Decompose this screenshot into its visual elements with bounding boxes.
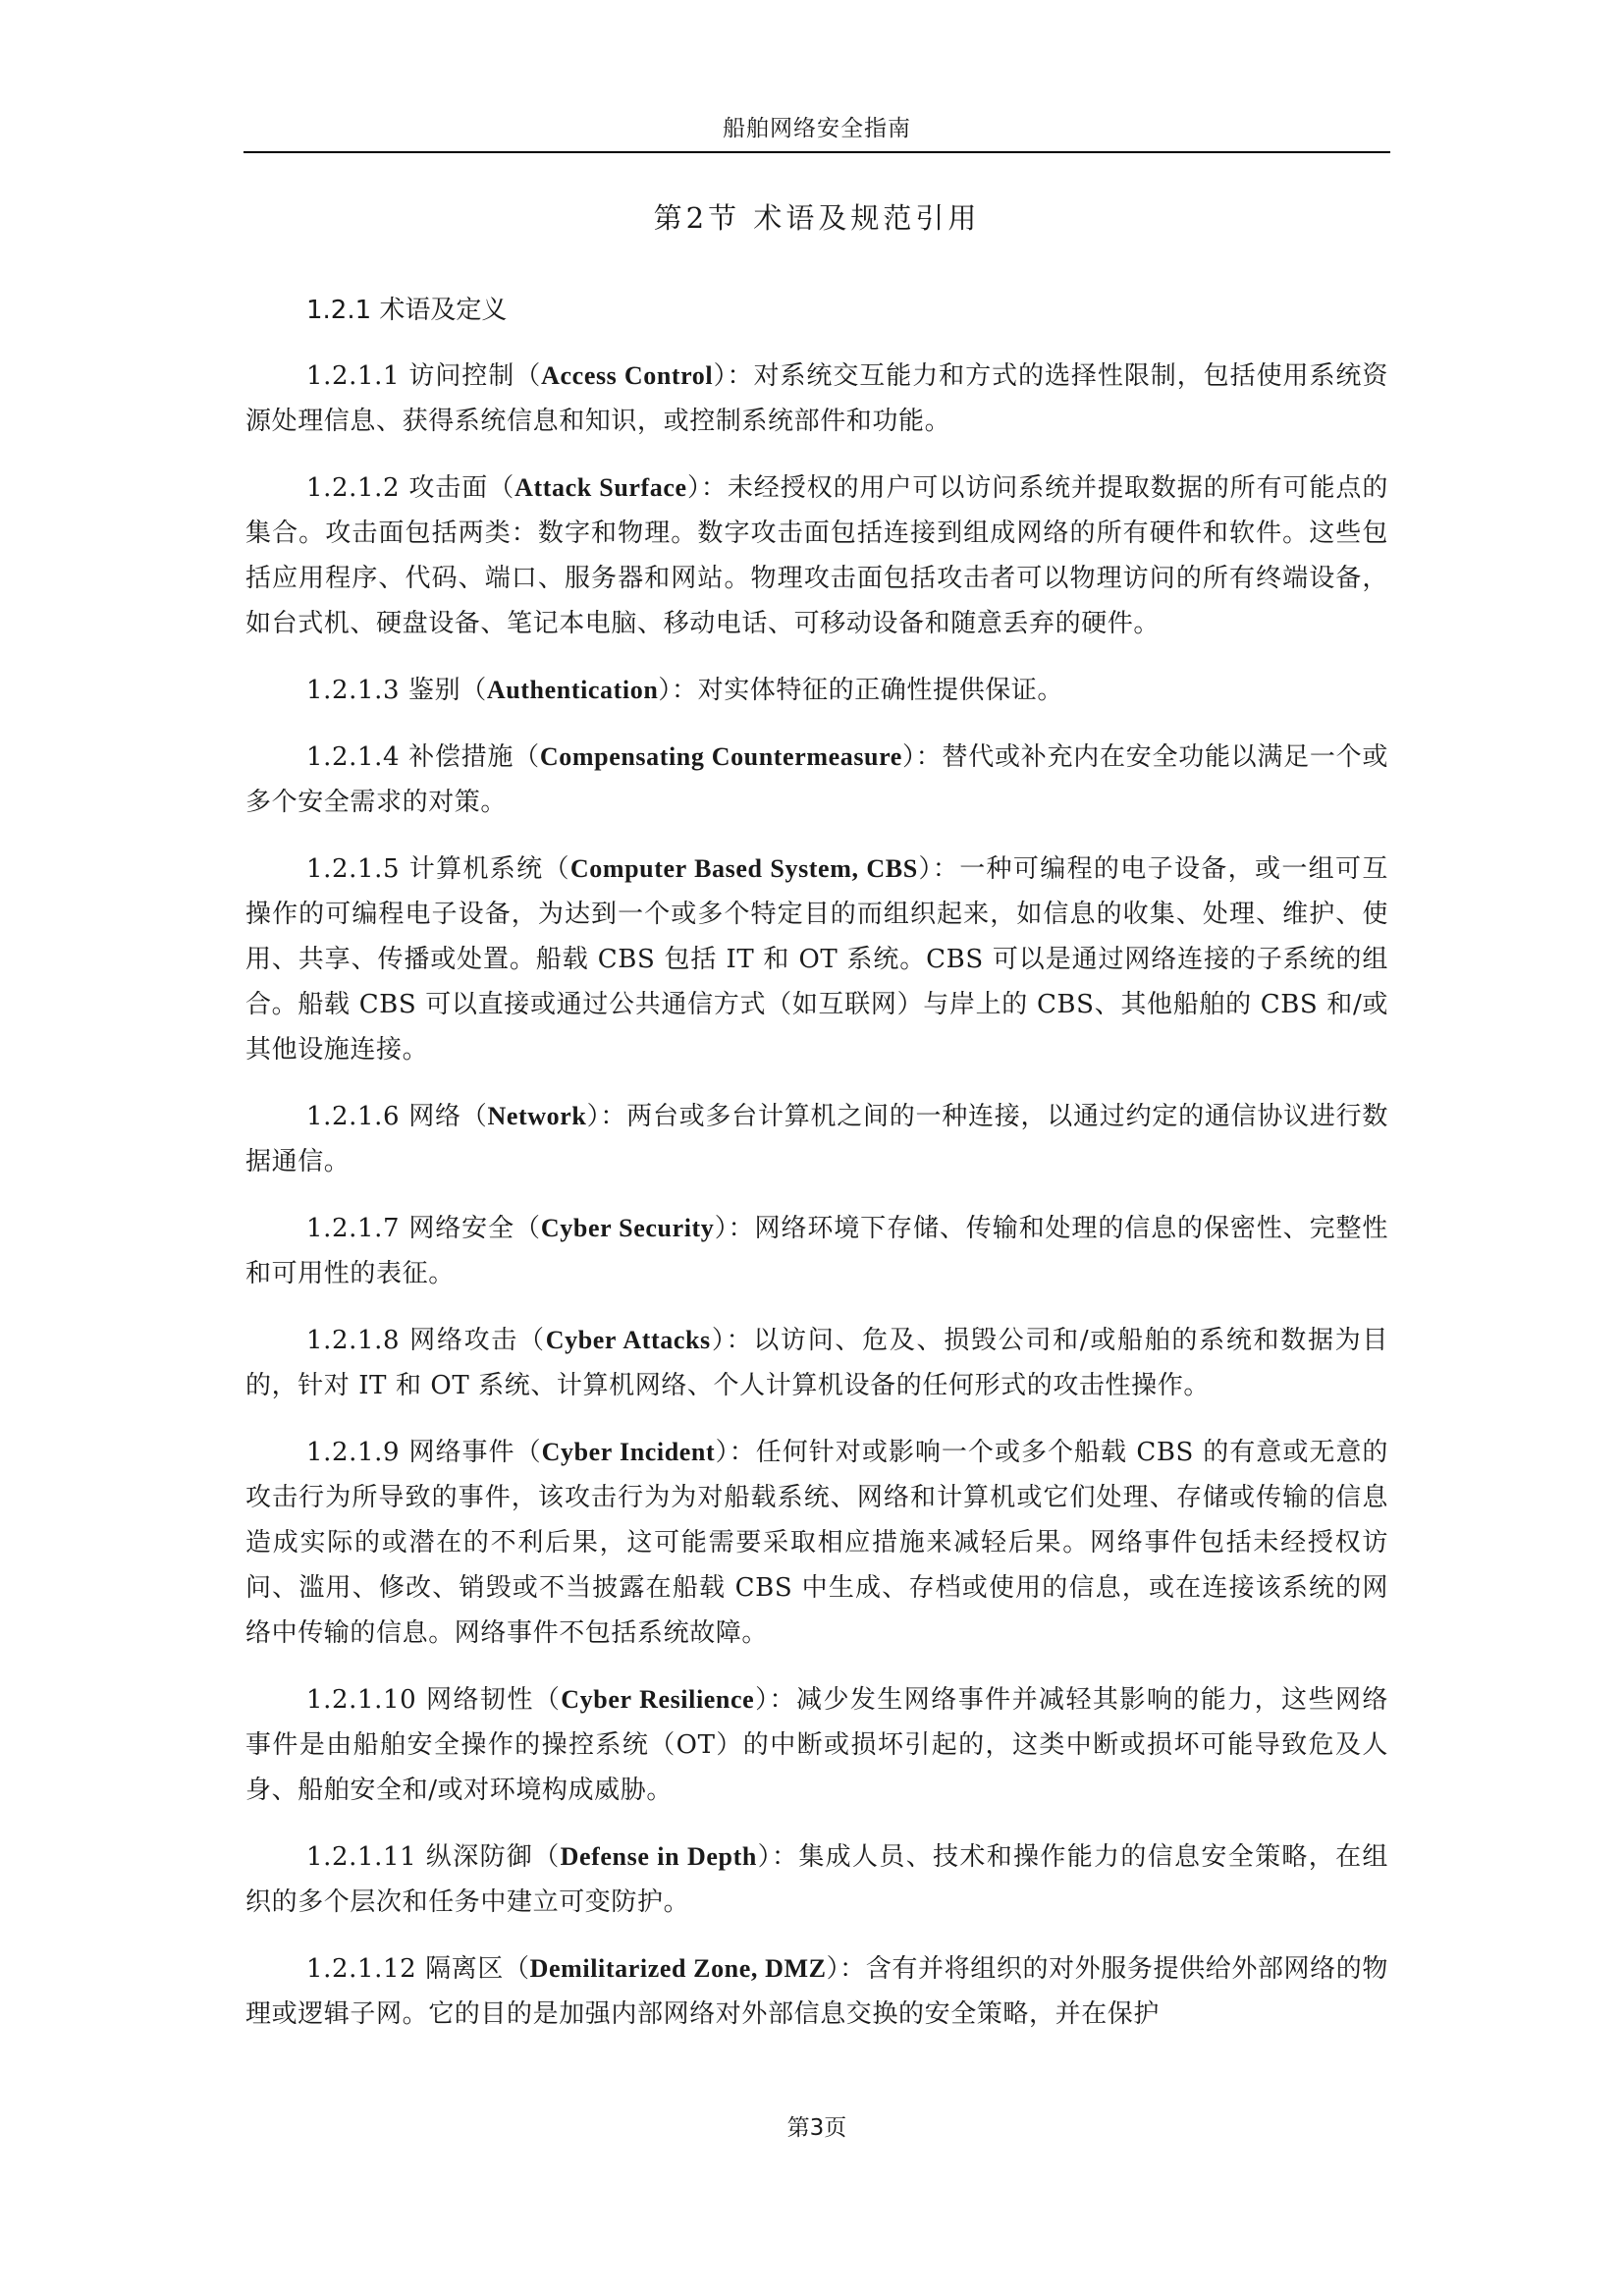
subsection-heading	[245, 285, 1388, 336]
definition-text: 集成人员、技术和操作能力的信息安全策略，在组织的多个层次和任务中建立可变防护。	[245, 1842, 1389, 1917]
definitions-list	[245, 354, 1388, 2037]
term-english: Cyber Security	[540, 1214, 715, 1242]
definition-number: 1.2.1.11	[306, 1842, 417, 1872]
definition-number: 1.2.1.9	[306, 1438, 401, 1467]
term-english: Cyber Resilience	[561, 1685, 755, 1714]
definition-text: 网络环境下存储、传输和处理的信息的保密性、完整性和可用性的表征。	[245, 1214, 1389, 1288]
definition-paragraph: 1.2.1.9 网络事件（Cyber Incident）：任何针对或影响一个或多个船载 CBS 的有意或无意的攻击行为所导致的事件，该攻击行为为对船载系统、网络和计算机或它们处理、存储或传输的信息造成实际的或潜在的不利后果，这可能需要采取相应措施来减轻后果。网络事件包括未经授权访问、滥用、修改、销毁或不当披露在船载 CBS 中生成、存档或使用的信息，或在连接该系统的网络中传输的信息。网络事件不包括系统故障。	[245, 1438, 1388, 1648]
definition-text: 含有并将组织的对外服务提供给外部网络的物理或逻辑子网。它的目的是加强内部网络对外部信息交换的安全策略，并在保护	[245, 1954, 1388, 2029]
term-chinese: 补偿措施	[408, 742, 514, 772]
term-chinese: 网络安全	[408, 1214, 514, 1243]
definition-number: 1.2.1.8	[306, 1326, 401, 1355]
term-chinese: 攻击面	[408, 473, 489, 503]
definition-number: 1.2.1.6	[306, 1102, 401, 1131]
definition-paragraph: 1.2.1.7 网络安全（Cyber Security）：网络环境下存储、传输和处理的信息的保密性、完整性和可用性的表征。	[245, 1214, 1389, 1288]
section-title: 第2节 术语及规范引用	[653, 201, 981, 235]
definition-text: 一种可编程的电子设备，或一组可互操作的可编程电子设备，为达到一个或多个特定目的而组织起来，如信息的收集、处理、维护、使用、共享、传播或处置。船载 CBS 包括 IT 和 OT 系统。CBS 可以是通过网络连接的子系统的组合。船载 CBS 可以直接或通过公共通信方式（如互联网）与岸上的 CBS、其他船舶的 CBS 和/或其他设施连接。	[245, 854, 1388, 1065]
definition-paragraph: 1.2.1.1 访问控制（Access Control）：对系统交互能力和方式的选择性限制，包括使用系统资源处理信息、获得系统信息和知识，或控制系统部件和功能。	[245, 361, 1388, 436]
definition-text: 以访问、危及、损毁公司和/或船舶的系统和数据为目的，针对 IT 和 OT 系统、计算机网络、个人计算机设备的任何形式的攻击性操作。	[245, 1326, 1388, 1400]
definition-text: 对实体特征的正确性提供保证。	[697, 676, 1063, 705]
term-english: Computer Based System, CBS	[569, 854, 918, 883]
definition-number: 1.2.1.10	[306, 1685, 417, 1715]
header-rule	[243, 151, 1390, 153]
definition-number: 1.2.1.2	[306, 473, 401, 503]
term-english: Compensating Countermeasure	[539, 742, 902, 771]
term-chinese: 鉴别	[408, 676, 461, 705]
definition-paragraph: 1.2.1.3 鉴别（Authentication）：对实体特征的正确性提供保证。	[306, 676, 1063, 705]
term-english: Access Control	[541, 361, 714, 390]
term-chinese: 访问控制	[408, 361, 515, 391]
term-english: Defense in Depth	[560, 1842, 757, 1871]
subsection-title: 术语及定义	[379, 296, 508, 325]
definition-text: 减少发生网络事件并减轻其影响的能力，这些网络事件是由船舶安全操作的操控系统（OT）的中断或损坏引起的，这类中断或损坏可能导致危及人身、船舶安全和/或对环境构成威胁。	[245, 1685, 1388, 1805]
term-chinese: 网络韧性	[426, 1685, 534, 1715]
term-english: Cyber Attacks	[545, 1326, 711, 1354]
definition-number: 1.2.1.3	[306, 676, 401, 705]
definition-text: 任何针对或影响一个或多个船载 CBS 的有意或无意的攻击行为所导致的事件，该攻击行为为对船载系统、网络和计算机或它们处理、存储或传输的信息造成实际的或潜在的不利后果，这可能需要采取相应措施来减轻后果。网络事件包括未经授权访问、滥用、修改、销毁或不当披露在船载 CBS 中生成、存档或使用的信息，或在连接该系统的网络中传输的信息。网络事件不包括系统故障。	[245, 1438, 1388, 1648]
term-english: Network	[487, 1102, 587, 1130]
definition-paragraph: 1.2.1.6 网络（Network）：两台或多台计算机之间的一种连接，以通过约定的通信协议进行数据通信。	[245, 1102, 1389, 1176]
definition-paragraph: 1.2.1.12 隔离区（Demilitarized Zone, DMZ）：含有并将组织的对外服务提供给外部网络的物理或逻辑子网。它的目的是加强内部网络对外部信息交换的安全策略，并在保护	[245, 1954, 1388, 2029]
definition-paragraph: 1.2.1.5 计算机系统（Computer Based System, CBS）：一种可编程的电子设备，或一组可互操作的可编程电子设备，为达到一个或多个特定目的而组织起来，如信息的收集、处理、维护、使用、共享、传播或处置。船载 CBS 包括 IT 和 OT 系统。CBS 可以是通过网络连接的子系统的组合。船载 CBS 可以直接或通过公共通信方式（如互联网）与岸上的 CBS、其他船舶的 CBS 和/或其他设施连接。	[245, 854, 1388, 1065]
page-number: 第3页	[786, 2115, 847, 2141]
definition-text: 替代或补充内在安全功能以满足一个或多个安全需求的对策。	[245, 742, 1388, 817]
term-chinese: 隔离区	[425, 1954, 505, 1984]
definition-number: 1.2.1.1	[306, 361, 401, 391]
definition-paragraph: 1.2.1.8 网络攻击（Cyber Attacks）：以访问、危及、损毁公司和/或船舶的系统和数据为目的，针对 IT 和 OT 系统、计算机网络、个人计算机设备的任何形式的攻击性操作。	[245, 1326, 1388, 1400]
definition-paragraph: 1.2.1.4 补偿措施（Compensating Countermeasure）：替代或补充内在安全功能以满足一个或多个安全需求的对策。	[245, 742, 1388, 817]
definition-paragraph: 1.2.1.11 纵深防御（Defense in Depth）：集成人员、技术和操作能力的信息安全策略，在组织的多个层次和任务中建立可变防护。	[245, 1842, 1389, 1917]
term-english: Cyber Incident	[541, 1438, 716, 1466]
definition-number: 1.2.1.4	[306, 742, 401, 772]
definition-number: 1.2.1.12	[306, 1954, 417, 1984]
definition-text: 未经授权的用户可以访问系统并提取数据的所有可能点的集合。攻击面包括两类：数字和物理。数字攻击面包括连接到组成网络的所有硬件和软件。这些包括应用程序、代码、端口、服务器和网站。物理攻击面包括攻击者可以物理访问的所有终端设备，如台式机、硬盘设备、笔记本电脑、移动电话、可移动设备和随意丢弃的硬件。	[245, 473, 1388, 638]
definition-number: 1.2.1.7	[306, 1214, 401, 1243]
term-chinese: 网络	[408, 1102, 461, 1131]
running-header: 船舶网络安全指南	[723, 116, 911, 141]
definition-paragraph: 1.2.1.2 攻击面（Attack Surface）：未经授权的用户可以访问系统并提取数据的所有可能点的集合。攻击面包括两类：数字和物理。数字攻击面包括连接到组成网络的所有硬件和软件。这些包括应用程序、代码、端口、服务器和网站。物理攻击面包括攻击者可以物理访问的所有终端设备，如台式机、硬盘设备、笔记本电脑、移动电话、可移动设备和随意丢弃的硬件。	[245, 473, 1388, 638]
document-body	[245, 285, 1388, 2058]
term-chinese: 计算机系统	[408, 854, 544, 884]
definition-text: 两台或多台计算机之间的一种连接，以通过约定的通信协议进行数据通信。	[245, 1102, 1389, 1176]
term-chinese: 纵深防御	[425, 1842, 534, 1872]
term-chinese: 网络事件	[408, 1438, 515, 1467]
term-english: Authentication	[486, 676, 659, 704]
term-english: Demilitarized Zone, DMZ	[529, 1954, 827, 1983]
definition-text: 对系统交互能力和方式的选择性限制，包括使用系统资源处理信息、获得系统信息和知识，或控制系统部件和功能。	[245, 361, 1388, 436]
definition-number: 1.2.1.5	[306, 854, 401, 884]
subsection-number: 1.2.1	[306, 296, 372, 325]
term-chinese: 网络攻击	[409, 1326, 518, 1355]
term-english: Attack Surface	[514, 473, 687, 502]
definition-paragraph: 1.2.1.10 网络韧性（Cyber Resilience）：减少发生网络事件并减轻其影响的能力，这些网络事件是由船舶安全操作的操控系统（OT）的中断或损坏引起的，这类中断或损坏可能导致危及人身、船舶安全和/或对环境构成威胁。	[245, 1685, 1388, 1805]
